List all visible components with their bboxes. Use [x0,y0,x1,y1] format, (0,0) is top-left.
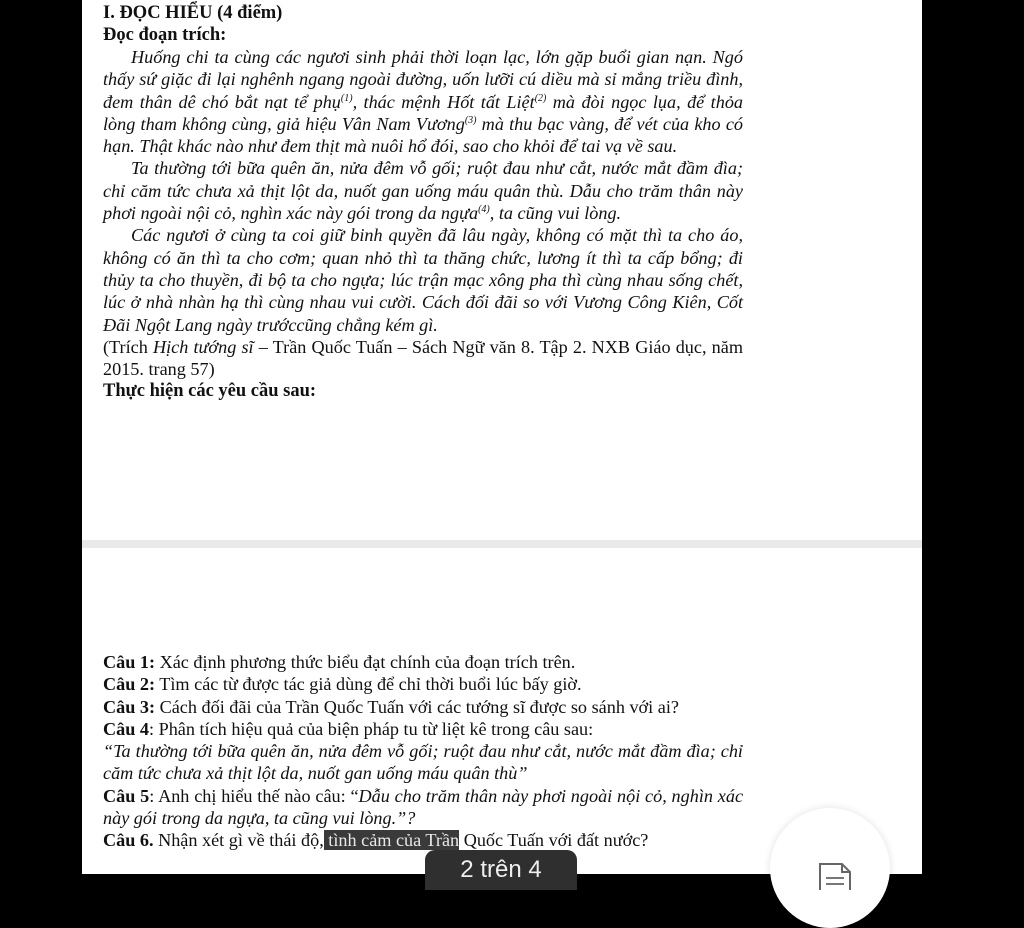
question-1 [103,651,743,673]
floating-action-button[interactable] [770,808,890,928]
p2-text-b: , ta cũng vui lòng. [489,203,622,224]
question-6-text-b: Quốc Tuấn với đất nước? [459,830,649,851]
p1-text-a: Huống chi ta cùng các ngươi sinh phải thời loạn lạc, lớn gặp buổi gian nạn. Ngó thấy sứ giặc đi lại nghênh ngang ngoài đường, uốn lưỡi cú diều mà sỉ mắng triều đình, đem thân dê chó bắt nạt tể phụ [103,47,743,112]
p1-text-b: , thác mệnh Hốt tất Liệt [352,91,535,112]
page-indicator: 2 trên 4 [425,850,577,890]
question-4 [103,718,743,740]
p1-text-d: mà thu bạc vàng, để vét của kho có hạn. Thật khác nào như đem thịt mà nuôi hổ đói, sao cho khỏi để tai vạ về sau. [103,113,743,157]
footnote-ref-3: (3) [464,114,477,126]
excerpt-paragraph-2 [103,157,743,224]
question-4-quote: “Ta thường tới bữa quên ăn, nửa đêm vỗ gối; ruột đau như cắt, nước mắt đầm đìa; chỉ căm tức chưa xả thịt lột da, nuốt gan uống máu quân thù” [103,741,743,784]
question-5-quote: Dẫu cho trăm thân này phơi ngoài nội cỏ, nghìn xác này gói trong da ngựa, ta cũng vui lòng. [103,785,744,829]
reading-passage [103,2,743,402]
question-6-label: Câu 6. [103,830,154,851]
p2-text-a: Ta thường tới bữa quên ăn, nửa đêm vỗ gối; ruột đau như cắt, nước mắt đầm đìa; chỉ căm tức chưa xả thịt lột da, nuốt gan uống máu quân thù. Dẫu cho trăm thân này phơi ngoài nội cỏ, nghìn xác này gói trong da ngựa [103,158,743,224]
p1-text-c: mà đòi ngọc lụa, để thỏa lòng tham không cùng, giả hiệu Vân Nam Vương [103,91,744,134]
question-1-text: Xác định phương thức biểu đạt chính của đoạn trích trên. [155,652,576,672]
question-5-end: ”? [396,808,416,829]
question-1-label: Câu 1: [103,652,156,672]
excerpt-paragraph-3: Các ngươi ở cùng ta coi giữ binh quyền đã lâu ngày, không có mặt thì ta cho áo, không có ăn thì ta cho cơm; quan nhỏ thì ta thăng chức, lương ít thì ta cấp bổng; đi thủy ta cho thuyền, đi bộ ta cho ngựa; lúc trận mạc xông pha thì cùng nhau sống chết, lúc ở nhà nhàn hạ thì cùng nhau vui cười. Cách đối đãi so với Vương Công Kiên, Cốt Đãi Ngột Lang ngày trướccũng chẳng kém gì. [103,225,743,335]
section-heading: I. ĐỌC HIỂU (4 điểm) [103,3,283,23]
question-2 [103,673,743,695]
citation-suffix: – Trần Quốc Tuấn – Sách Ngữ văn 8. Tập 2. NXB Giáo dục, năm 2015. trang 57) [103,336,743,380]
task-heading: Thực hiện các yêu cầu sau: [103,381,317,402]
question-3-text: Cách đối đãi của Trần Quốc Tuấn với các tướng sĩ được so sánh với ai? [155,696,679,717]
footnote-ref-1: (1) [340,92,353,104]
page-separator [82,540,922,548]
footnote-ref-2: (2) [534,92,547,104]
question-6-highlighted-text: tình cảm của Trần [323,830,460,851]
excerpt-heading: Đọc đoạn trích: [103,25,227,45]
question-6-text-a: Nhận xét gì về thái độ, [153,830,324,851]
citation-title: Hịch tướng sĩ [152,336,254,357]
question-5-label: Câu 5 [103,785,150,806]
question-2-label: Câu 2: [103,674,156,695]
question-2-text: Tìm các từ được tác giả dùng để chỉ thời buổi lúc bấy giờ. [155,674,582,695]
citation-prefix: (Trích [103,336,153,357]
question-list [103,651,743,852]
question-3 [103,696,743,718]
citation [103,336,743,381]
question-5-text: : Anh chị hiểu thế nào câu: “ [149,785,359,806]
question-4-label: Câu 4 [103,718,149,739]
excerpt-paragraph-1 [103,46,743,157]
question-6 [103,829,743,851]
document-icon [818,860,852,890]
question-5 [103,785,743,830]
question-4-text: : Phân tích hiệu quả của biện pháp tu từ liệt kê trong câu sau: [148,718,594,739]
question-3-label: Câu 3: [103,696,156,717]
footnote-ref-4: (4) [478,204,490,216]
